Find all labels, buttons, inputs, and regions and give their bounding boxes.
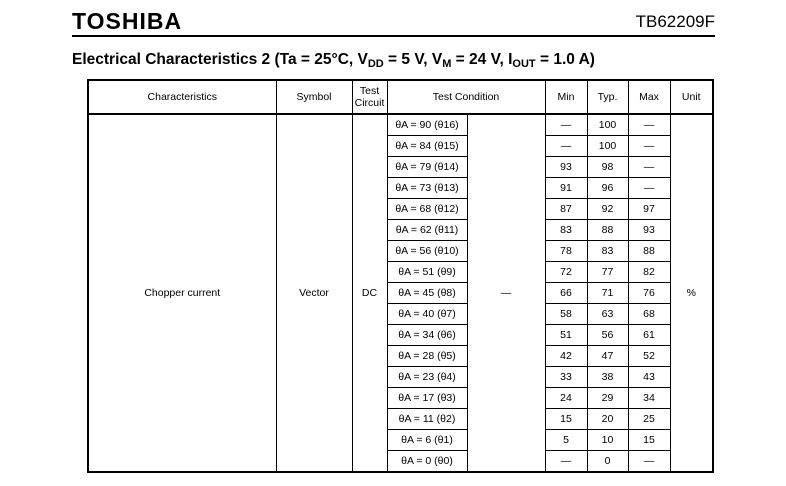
typ-cell: 100 — [587, 136, 628, 157]
part-number: TB62209F — [635, 12, 715, 31]
max-cell: 34 — [628, 388, 670, 409]
min-cell: 91 — [545, 178, 587, 199]
max-cell: 25 — [628, 409, 670, 430]
condition-cell: θA = 6 (θ1) — [387, 430, 467, 451]
condition-extra-cell: — — [467, 114, 545, 472]
min-cell: 5 — [545, 430, 587, 451]
typ-cell: 98 — [587, 157, 628, 178]
min-cell: 15 — [545, 409, 587, 430]
condition-cell: θA = 73 (θ13) — [387, 178, 467, 199]
electrical-characteristics-table — [87, 79, 714, 473]
condition-cell: θA = 0 (θ0) — [387, 451, 467, 473]
max-cell: 15 — [628, 430, 670, 451]
typ-cell: 63 — [587, 304, 628, 325]
col-header-symbol: Symbol — [276, 80, 352, 114]
col-header-typ: Typ. — [587, 80, 628, 114]
test-circuit-cell: DC — [352, 114, 387, 472]
min-cell: 58 — [545, 304, 587, 325]
title-iout-rest: = 1.0 A) — [535, 51, 595, 68]
title-conditions: (Ta = 25°C, V — [274, 51, 368, 68]
typ-cell: 56 — [587, 325, 628, 346]
col-header-unit: Unit — [670, 80, 713, 114]
col-header-test-circuit — [352, 80, 387, 114]
max-cell: 68 — [628, 304, 670, 325]
test-circuit-line1: Test — [359, 85, 380, 97]
condition-cell: θA = 84 (θ15) — [387, 136, 467, 157]
condition-cell: θA = 40 (θ7) — [387, 304, 467, 325]
table-row — [88, 114, 713, 136]
condition-cell: θA = 51 (θ9) — [387, 262, 467, 283]
typ-cell: 29 — [587, 388, 628, 409]
min-cell: 78 — [545, 241, 587, 262]
typ-cell: 88 — [587, 220, 628, 241]
condition-cell: θA = 11 (θ2) — [387, 409, 467, 430]
col-header-min: Min — [545, 80, 587, 114]
min-cell: 66 — [545, 283, 587, 304]
max-cell: — — [628, 114, 670, 136]
typ-cell: 0 — [587, 451, 628, 473]
iout-subscript: OUT — [512, 58, 536, 70]
min-cell: 33 — [545, 367, 587, 388]
title-prefix: Electrical Characteristics 2 — [72, 51, 275, 68]
condition-cell: θA = 68 (θ12) — [387, 199, 467, 220]
min-cell: — — [545, 451, 587, 473]
col-header-test-condition: Test Condition — [387, 80, 545, 114]
typ-cell: 83 — [587, 241, 628, 262]
max-cell: — — [628, 136, 670, 157]
max-cell: 88 — [628, 241, 670, 262]
symbol-cell: Vector — [276, 114, 352, 472]
condition-cell: θA = 79 (θ14) — [387, 157, 467, 178]
min-cell: 42 — [545, 346, 587, 367]
condition-cell: θA = 90 (θ16) — [387, 114, 467, 136]
condition-cell: θA = 45 (θ8) — [387, 283, 467, 304]
max-cell: 97 — [628, 199, 670, 220]
min-cell: — — [545, 136, 587, 157]
section-title — [72, 51, 595, 69]
brand-logo: TOSHIBA — [72, 8, 183, 34]
typ-cell: 100 — [587, 114, 628, 136]
characteristic-cell: Chopper current — [88, 114, 276, 472]
max-cell: — — [628, 178, 670, 199]
max-cell: 52 — [628, 346, 670, 367]
max-cell: 43 — [628, 367, 670, 388]
typ-cell: 92 — [587, 199, 628, 220]
title-vdd-rest: = 5 V, V — [383, 51, 443, 68]
min-cell: 83 — [545, 220, 587, 241]
min-cell: 93 — [545, 157, 587, 178]
test-circuit-line2: Circuit — [354, 97, 385, 109]
min-cell: — — [545, 114, 587, 136]
typ-cell: 71 — [587, 283, 628, 304]
max-cell: 93 — [628, 220, 670, 241]
typ-cell: 38 — [587, 367, 628, 388]
col-header-max: Max — [628, 80, 670, 114]
table-header-row — [88, 80, 713, 114]
max-cell: — — [628, 451, 670, 473]
typ-cell: 47 — [587, 346, 628, 367]
vdd-subscript: DD — [367, 58, 384, 70]
typ-cell: 96 — [587, 178, 628, 199]
condition-cell: θA = 28 (θ5) — [387, 346, 467, 367]
title-vm-rest: = 24 V, I — [451, 51, 513, 68]
max-cell: 61 — [628, 325, 670, 346]
typ-cell: 77 — [587, 262, 628, 283]
vm-subscript: M — [442, 58, 452, 70]
min-cell: 51 — [545, 325, 587, 346]
col-header-characteristics: Characteristics — [88, 80, 276, 114]
condition-cell: θA = 23 (θ4) — [387, 367, 467, 388]
condition-cell: θA = 34 (θ6) — [387, 325, 467, 346]
header-divider — [72, 35, 715, 37]
unit-cell: % — [670, 114, 713, 472]
max-cell: 82 — [628, 262, 670, 283]
min-cell: 72 — [545, 262, 587, 283]
max-cell: — — [628, 157, 670, 178]
typ-cell: 20 — [587, 409, 628, 430]
condition-cell: θA = 62 (θ11) — [387, 220, 467, 241]
typ-cell: 10 — [587, 430, 628, 451]
min-cell: 87 — [545, 199, 587, 220]
condition-cell: θA = 17 (θ3) — [387, 388, 467, 409]
max-cell: 76 — [628, 283, 670, 304]
condition-cell: θA = 56 (θ10) — [387, 241, 467, 262]
min-cell: 24 — [545, 388, 587, 409]
